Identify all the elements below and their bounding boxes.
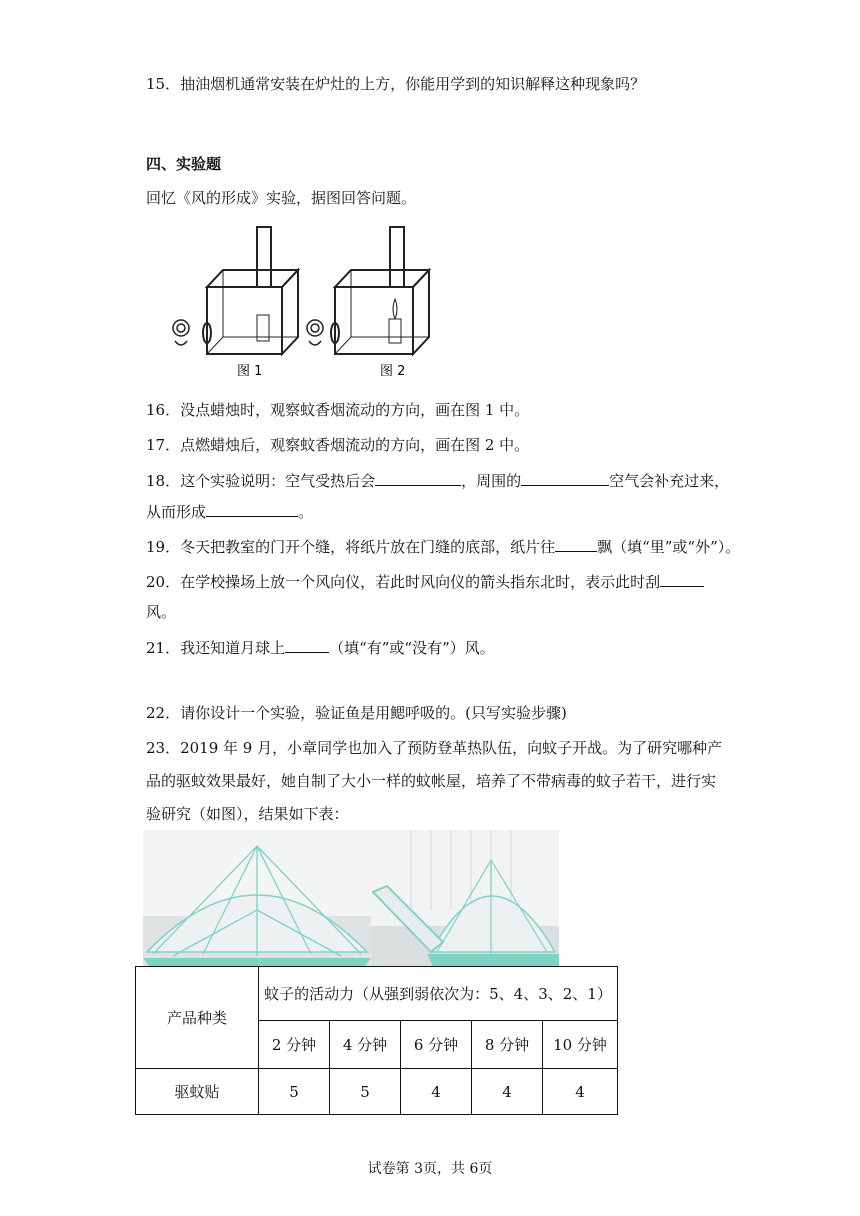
wind-formation-figure (165, 225, 445, 380)
answer-blank[interactable] (375, 470, 461, 486)
table-header-time: 10 分钟 (543, 1021, 618, 1069)
answer-blank[interactable] (660, 571, 704, 587)
question-21: 21．我还知道月球上 （填“有”或“没有”）风。 (146, 639, 495, 657)
table-cell: 4 (543, 1069, 618, 1115)
question-15: 15．抽油烟机通常安装在炉灶的上方，你能用学到的知识解释这种现象吗？ (146, 75, 646, 93)
table-header-time: 2 分钟 (259, 1021, 330, 1069)
table-header-activity: 蚊子的活动力（从强到弱依次为：5、4、3、2、1） (259, 967, 618, 1021)
candle-flame-icon (393, 299, 397, 319)
section-intro: 回忆《风的形成》实验，据图回答问题。 (146, 189, 417, 207)
answer-blank[interactable] (521, 470, 609, 486)
question-23-line-2: 品的驱蚊效果最好，她自制了大小一样的蚊帐屋，培养了不带病毒的蚊子若干，进行实 (146, 772, 717, 790)
answer-blank[interactable] (285, 637, 329, 653)
question-20-line-2: 风。 (146, 603, 177, 621)
table-header-time: 6 分钟 (401, 1021, 472, 1069)
mosquito-coil-icon (173, 320, 189, 345)
figure-2-label: 图 2 (380, 364, 406, 379)
table-row (136, 1069, 618, 1115)
table-cell-product: 驱蚊贴 (136, 1069, 259, 1115)
question-18-line-2: 从而形成 。 (146, 503, 314, 521)
question-17: 17．点燃蜡烛后，观察蚊香烟流动的方向，画在图 2 中。 (146, 436, 530, 454)
question-18-line-1: 18．这个实验说明：空气受热后会 ，周围的 空气会补充过来， (146, 472, 730, 490)
question-20-line-1: 20．在学校操场上放一个风向仪，若此时风向仪的箭头指东北时，表示此时刮 (146, 571, 704, 592)
mosquito-net-photo-2 (371, 830, 559, 966)
figure-2-apparatus (331, 227, 429, 354)
question-23-line-3: 验研究（如图），结果如下表： (146, 805, 349, 823)
figure-1-apparatus (203, 227, 298, 354)
table-header-time: 8 分钟 (472, 1021, 543, 1069)
answer-blank[interactable] (206, 501, 298, 517)
table-cell: 4 (472, 1069, 543, 1115)
question-19: 19．冬天把教室的门开个缝，将纸片放在门缝的底部，纸片往 飘（填“里”或“外”）。 (146, 538, 741, 556)
results-table (135, 966, 618, 1115)
question-22: 22．请你设计一个实验，验证鱼是用鳃呼吸的。(只写实验步骤) (146, 704, 567, 722)
answer-blank[interactable] (555, 536, 597, 552)
page-footer: 试卷第 3页，共 6页 (367, 1161, 493, 1177)
table-cell: 5 (259, 1069, 330, 1115)
table-header-time: 4 分钟 (330, 1021, 401, 1069)
table-header-product: 产品种类 (136, 967, 259, 1069)
section-heading-experiment: 四、实验题 (146, 155, 222, 173)
mosquito-net-photo-1 (143, 830, 371, 966)
question-16: 16．没点蜡烛时，观察蚊香烟流动的方向，画在图 1 中。 (146, 401, 530, 419)
figure-1-label: 图 1 (237, 364, 263, 379)
mosquito-coil-icon (307, 320, 323, 345)
table-cell: 5 (330, 1069, 401, 1115)
table-cell: 4 (401, 1069, 472, 1115)
question-23-line-1: 23．2019 年 9 月，小章同学也加入了预防登革热队伍，向蚊子开战。为了研究哪种产 (146, 739, 723, 757)
